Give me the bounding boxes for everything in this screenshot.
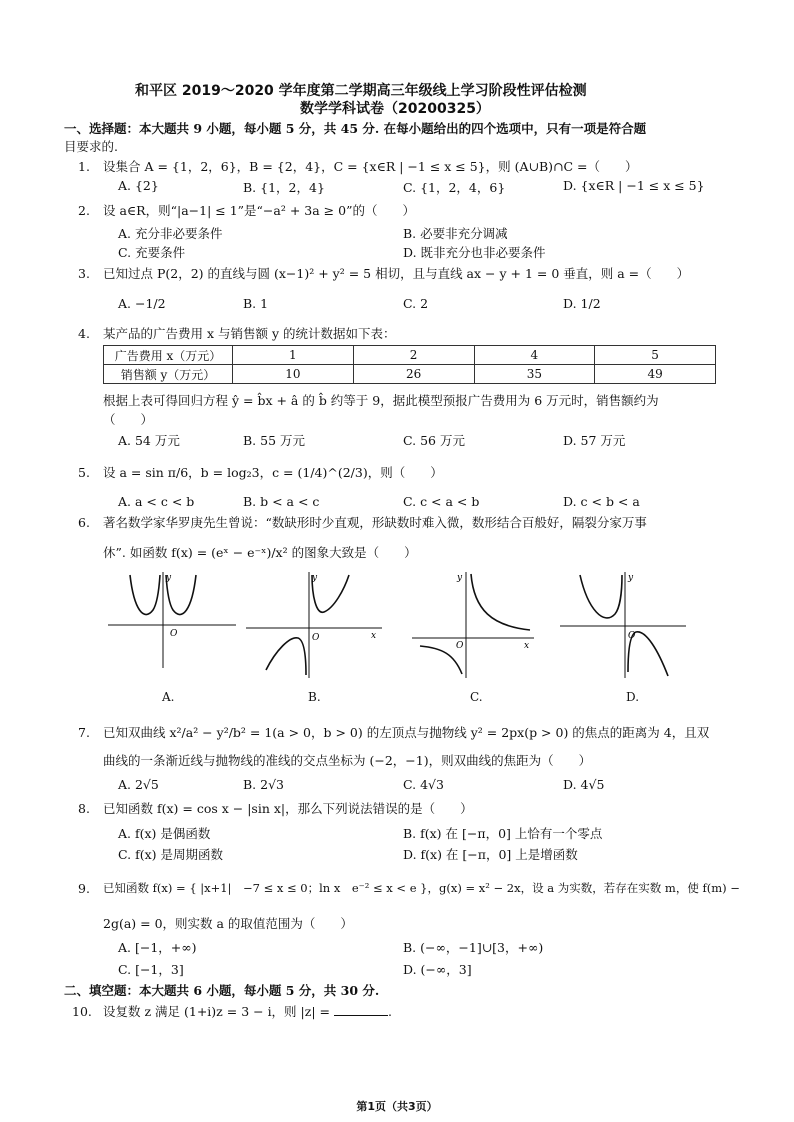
table-cell: 10 xyxy=(233,365,354,384)
q10-period: . xyxy=(387,1004,392,1019)
q6-option-c: C. xyxy=(470,690,483,704)
graph-d xyxy=(560,570,690,680)
q9-option-a: A. [−1，+∞) xyxy=(118,940,197,955)
q6-option-a: A. xyxy=(162,690,175,704)
q4-option-a: A. 54 万元 xyxy=(118,433,180,448)
table-cell: 26 xyxy=(353,365,474,384)
q3-option-a: A. −1/2 xyxy=(118,296,166,311)
q2-stem: 设 a∈R，则“|a−1| ≤ 1”是“−a² + 3a ≥ 0”的（ ） xyxy=(103,203,415,218)
q6-stem: 著名数学家华罗庚先生曾说：“数缺形时少直观，形缺数时难入微，数形结合百般好，隔裂分家万事 xyxy=(103,515,647,530)
q2-number: 2. xyxy=(78,203,90,218)
answer-blank[interactable] xyxy=(334,1003,388,1016)
q8-option-b: B. f(x) 在 [−π，0] 上恰有一个零点 xyxy=(403,826,603,841)
q5-stem: 设 a = sin π/6，b = log₂3，c = (1/4)^(2/3)，则（ ） xyxy=(103,465,443,480)
origin-label: O xyxy=(456,641,464,651)
q6-number: 6. xyxy=(78,515,90,530)
x-label: x xyxy=(371,631,377,641)
q5-option-d: D. c < b < a xyxy=(563,494,640,509)
curve-left xyxy=(580,575,622,618)
table-cell: 5 xyxy=(595,346,716,365)
q7-number: 7. xyxy=(78,725,90,740)
curve-left xyxy=(266,638,306,675)
graph-a xyxy=(108,570,238,670)
q5-number: 5. xyxy=(78,465,90,480)
q2-option-d: D. 既非充分也非必要条件 xyxy=(403,245,546,260)
table-row xyxy=(104,365,716,384)
q1-number: 1. xyxy=(78,159,90,174)
curve-left xyxy=(130,575,160,615)
q1-stem: 设集合 A = {1，2，6}，B = {2，4}，C = {x∈R | −1 ≤ x ≤ 5}，则 (A∪B)∩C =（ ） xyxy=(103,159,638,174)
q2-option-a: A. 充分非必要条件 xyxy=(118,226,223,241)
q1-option-d: D. {x∈R | −1 ≤ x ≤ 5} xyxy=(563,178,705,193)
q1-option-b: B. {1，2，4} xyxy=(243,180,325,195)
q9-option-c: C. [−1，3] xyxy=(118,962,184,977)
q9-option-b: B. (−∞，−1]∪[3，+∞) xyxy=(403,940,544,955)
q7-stem: 已知双曲线 x²/a² − y²/b² = 1(a > 0，b > 0) 的左顶点与抛物线 y² = 2px(p > 0) 的焦点的距离为 4，且双 xyxy=(103,725,710,740)
q10-stem xyxy=(103,1003,392,1020)
q3-number: 3. xyxy=(78,266,90,281)
q9-stem: 已知函数 f(x) = { |x+1| −7 ≤ x ≤ 0；ln x e⁻² ≤ x < e }，g(x) = x² − 2x，设 a 为实数，若存在实数 m，使 f(m) − xyxy=(103,881,740,895)
q7-option-a: A. 2√5 xyxy=(118,777,159,792)
exam-subtitle: 数学学科试卷（20200325） xyxy=(300,101,490,117)
q6-option-d: D. xyxy=(626,690,640,704)
q4-option-c: C. 56 万元 xyxy=(403,433,465,448)
q7-option-b: B. 2√3 xyxy=(243,777,285,792)
table-cell: 4 xyxy=(474,346,595,365)
q4-number: 4. xyxy=(78,326,90,341)
q2-option-c: C. 充要条件 xyxy=(118,245,186,260)
q8-number: 8. xyxy=(78,801,90,816)
q5-option-b: B. b < a < c xyxy=(243,494,320,509)
q10-number: 10. xyxy=(72,1004,92,1019)
q4-option-b: B. 55 万元 xyxy=(243,433,306,448)
y-label: y xyxy=(166,573,172,583)
origin-label: O xyxy=(170,629,178,639)
q3-option-b: B. 1 xyxy=(243,296,269,311)
q3-option-c: C. 2 xyxy=(403,296,429,311)
graph-b xyxy=(246,570,386,680)
curve-right xyxy=(471,574,530,630)
y-label: y xyxy=(628,573,634,583)
q4-option-d: D. 57 万元 xyxy=(563,433,626,448)
q3-stem: 已知过点 P(2，2) 的直线与圆 (x−1)² + y² = 5 相切，且与直线 ax − y + 1 = 0 垂直，则 a =（ ） xyxy=(103,266,690,281)
section2-intro: 二、填空题：本大题共 6 小题，每小题 5 分，共 30 分. xyxy=(64,983,380,998)
graph-c xyxy=(412,570,537,680)
q8-stem: 已知函数 f(x) = cos x − |sin x|，那么下列说法错误的是（ ） xyxy=(103,801,473,816)
q8-option-a: A. f(x) 是偶函数 xyxy=(118,826,211,841)
q8-option-d: D. f(x) 在 [−π，0] 上是增函数 xyxy=(403,847,578,862)
exam-title: 和平区 2019～2020 学年度第二学期高三年级线上学习阶段性评估检测 xyxy=(135,83,587,99)
q4-stem: 某产品的广告费用 x 与销售额 y 的统计数据如下表： xyxy=(103,326,396,341)
q4-paren: （ ） xyxy=(103,412,154,427)
table-cell: 2 xyxy=(353,346,474,365)
q4-text: 根据上表可得回归方程 ŷ = b̂x + â 的 b̂ 约等于 9，据此模型预报广告费用为 6 万元时，销售额约为 xyxy=(103,393,659,408)
section1-intro: 一、选择题：本大题共 9 小题，每小题 5 分，共 45 分. 在每小题给出的四个选项中，只有一项是符合题 xyxy=(64,121,647,136)
q3-option-d: D. 1/2 xyxy=(563,296,601,311)
q10-text: 设复数 z 满足 (1+i)z = 3 − i，则 |z| = xyxy=(103,1004,330,1019)
curve-right xyxy=(312,575,349,612)
origin-label: O xyxy=(628,631,636,641)
table-cell: 广告费用 x（万元） xyxy=(104,346,233,365)
q7-option-d: D. 4√5 xyxy=(563,777,605,792)
q9-option-d: D. (−∞，3] xyxy=(403,962,472,977)
table-cell: 49 xyxy=(595,365,716,384)
table-row xyxy=(104,346,716,365)
y-label: y xyxy=(457,573,463,583)
q8-option-c: C. f(x) 是周期函数 xyxy=(118,847,223,862)
q9-number: 9. xyxy=(78,881,90,896)
y-label: y xyxy=(312,573,318,583)
q5-option-a: A. a < c < b xyxy=(118,494,195,509)
table-cell: 销售额 y（万元） xyxy=(104,365,233,384)
page-footer: 第1页（共3页） xyxy=(356,1100,438,1113)
section1-intro-cont: 目要求的. xyxy=(64,139,118,154)
q1-option-a: A. {2} xyxy=(118,178,159,193)
q2-option-b: B. 必要非充分调减 xyxy=(403,226,508,241)
q1-option-c: C. {1，2，4，6} xyxy=(403,180,506,195)
table-cell: 35 xyxy=(474,365,595,384)
q6-option-b: B. xyxy=(308,690,321,704)
q4-data-table xyxy=(103,345,716,384)
q7-stem-cont: 曲线的一条渐近线与抛物线的准线的交点坐标为 (−2，−1)，则双曲线的焦距为（ ） xyxy=(103,753,592,768)
x-label: x xyxy=(524,641,530,651)
q7-option-c: C. 4√3 xyxy=(403,777,444,792)
q9-stem-cont: 2g(a) = 0，则实数 a 的取值范围为（ ） xyxy=(103,916,353,931)
q5-option-c: C. c < a < b xyxy=(403,494,480,509)
origin-label: O xyxy=(312,633,320,643)
q6-stem-cont: 休”. 如函数 f(x) = (eˣ − e⁻ˣ)/x² 的图象大致是（ ） xyxy=(103,545,417,560)
table-cell: 1 xyxy=(233,346,354,365)
